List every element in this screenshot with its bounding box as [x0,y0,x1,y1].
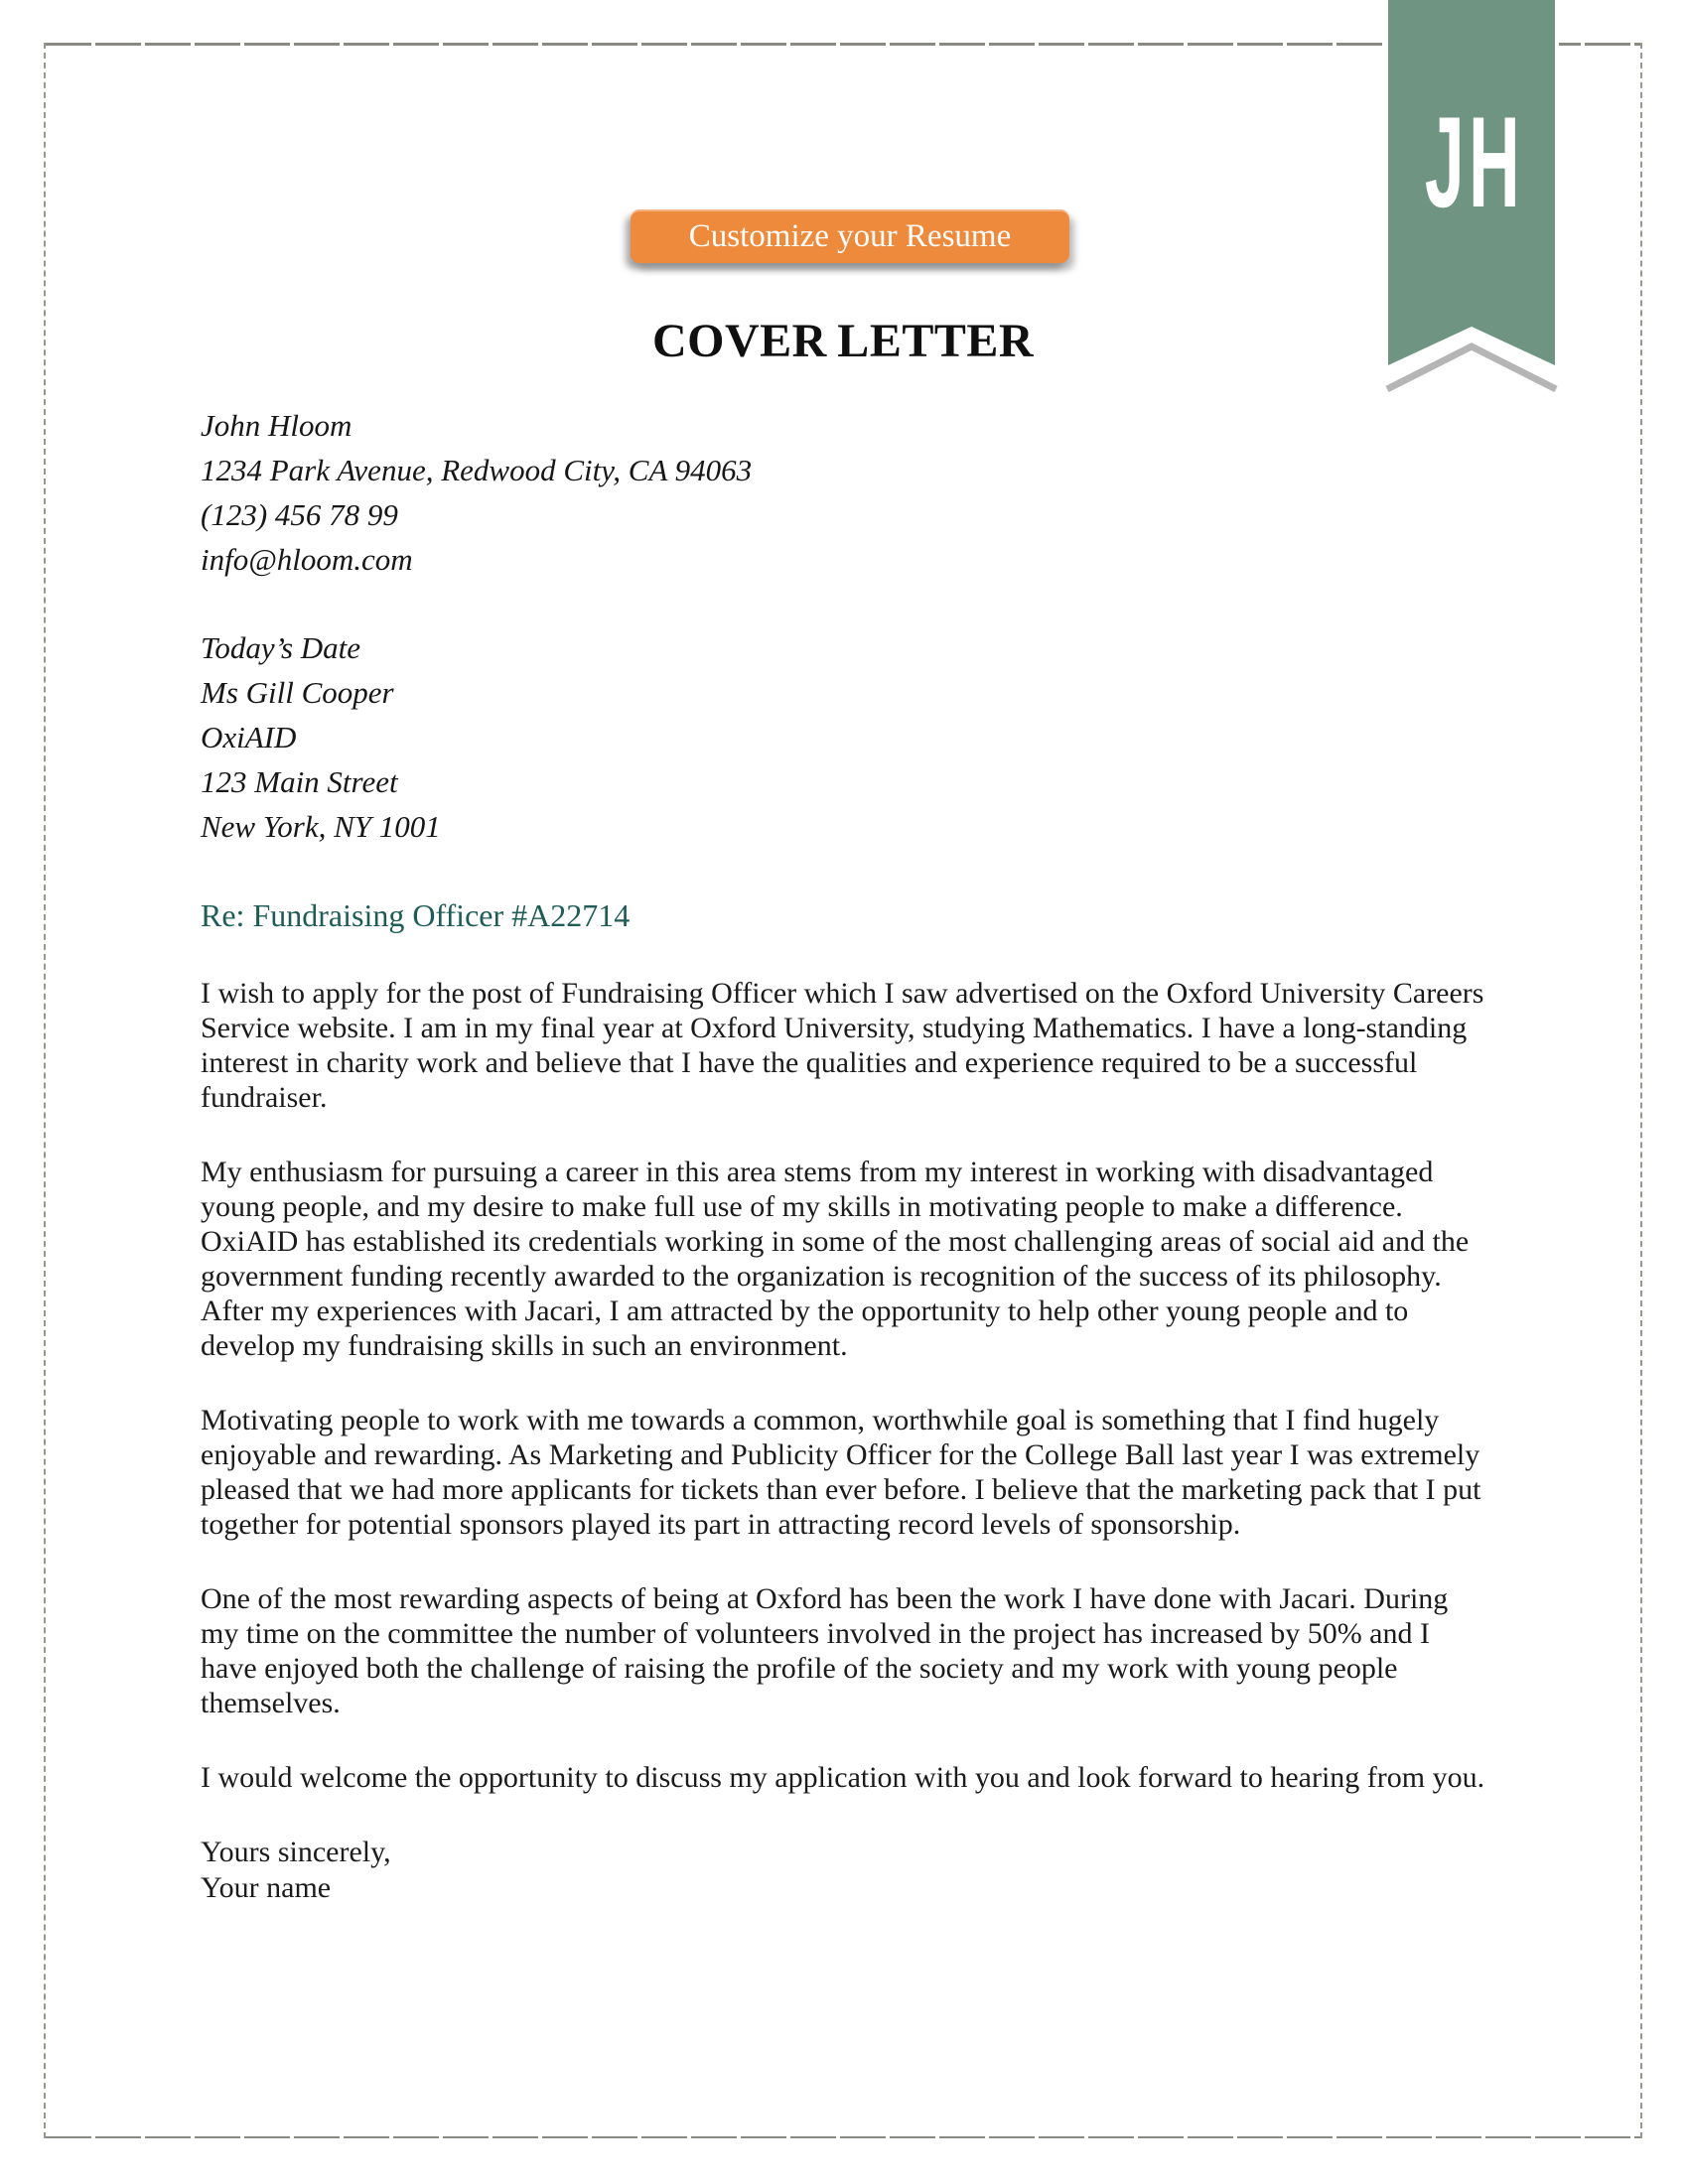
recipient-city: New York, NY 1001 [201,809,441,844]
paragraph-2: My enthusiasm for pursuing a career in this area stems from my interest in working with disadvantaged young people, and my desire to make full use of my skills in motivating people to make a difference. OxiAID has established its credentials working in some of the most challenging areas of social aid and the government funding recently awarded to the organization is recognition of the success of its philosophy. After my experiences with Jacari, I am attracted by the opportunity to help other young people and to develop my fundraising skills in such an environment. [201,1156,1470,1362]
bookmark-ribbon [1383,0,1560,397]
recipient-street: 123 Main Street [201,764,398,799]
sender-email: info@hloom.com [201,542,413,577]
recipient-address-block [201,625,441,849]
closing-signature: Your name [201,1871,332,1904]
bookmark-ribbon-icon [1383,0,1560,397]
letter-date: Today’s Date [201,630,361,665]
closing-block [201,1835,1491,1906]
paragraph-1: I wish to apply for the post of Fundraising Officer which I saw advertised on the Oxford University Careers Service website. I am in my final year at Oxford University, studying Mathematics. I have a long-standing interest in charity work and believe that I have the qualities and experience required to be a successful fundraiser. [201,977,1484,1114]
letter-body [201,893,1491,1906]
sender-street: 1234 Park Avenue, Redwood City, CA 94063 [201,453,753,487]
sender-name: John Hloom [201,408,352,443]
page-title: COVER LETTER [651,315,1035,367]
monogram-initials: JH [1424,90,1525,235]
closing-salutation: Yours sincerely, [201,1836,391,1868]
paragraph-5: I would welcome the opportunity to discuss my application with you and look forward to hearing from you. [201,1761,1485,1794]
sender-phone: (123) 456 78 99 [201,497,398,532]
subject-line: Re: Fundraising Officer #A22714 [201,897,631,933]
customize-resume-button[interactable]: Customize your Resume [631,209,1069,263]
recipient-name: Ms Gill Cooper [201,675,394,710]
recipient-company: OxiAID [201,720,297,754]
paragraph-4: One of the most rewarding aspects of being at Oxford has been the work I have done with Jacari. During my time on the committee the number of volunteers involved in the project has increased by 50% and I have enjoyed both the challenge of raising the profile of the society and my work with young people themselves. [201,1582,1449,1719]
page-border-bottom [46,2136,1640,2138]
sender-address-block [201,403,752,582]
paragraph-3: Motivating people to work with me towards a common, worthwhile goal is something that I find hugely enjoyable and rewarding. As Marketing and Publicity Officer for the College Ball last year I was extremely pleased that we had more applicants for tickets than ever before. I believe that the marketing pack that I put together for potential sponsors played its part in attracting record levels of sponsorship. [201,1404,1481,1541]
